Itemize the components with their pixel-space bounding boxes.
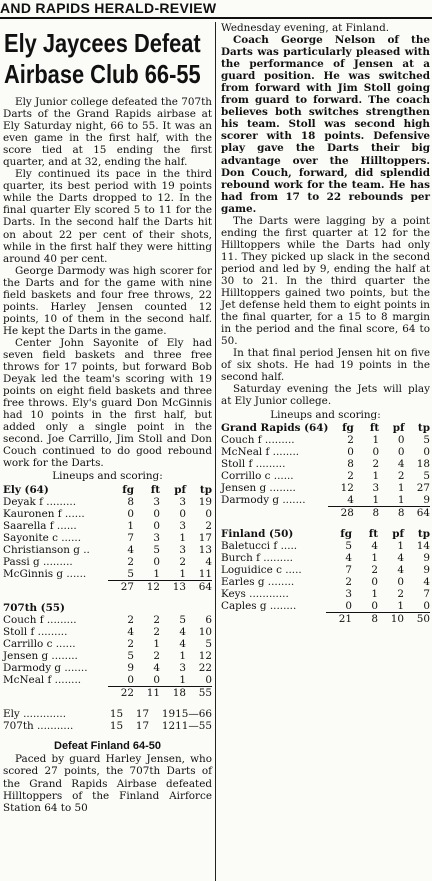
- lineups-heading: Lineups and scoring:: [270, 408, 381, 421]
- stat-ft: 1: [153, 638, 160, 651]
- stat-ft: 4: [371, 539, 378, 552]
- stat-q2: 17: [135, 708, 150, 721]
- stat-pf: 2: [397, 469, 405, 482]
- player-name: Corrillo c ......: [221, 469, 294, 482]
- gr-rows: [221, 434, 430, 507]
- stat-q1: 15: [109, 720, 124, 733]
- stat-pf: 2: [397, 588, 404, 601]
- table-row: [3, 614, 212, 626]
- stat-fg: 1: [127, 519, 134, 532]
- headline-line-2: Airbase Club 66-55: [4, 59, 201, 89]
- stat-fg: 7: [345, 564, 352, 577]
- team-name: Grand Rapids (64): [221, 421, 329, 434]
- stat-pf: 1: [179, 674, 186, 687]
- ely-totals: [3, 580, 212, 593]
- player-name: McNeal f ........: [221, 445, 300, 458]
- stat-fg: 4: [127, 543, 134, 556]
- stat-ft: 1: [372, 469, 380, 482]
- player-name: McNeal f ........: [3, 674, 82, 687]
- stat-q1: 15: [109, 708, 124, 721]
- stat-tp: 12: [198, 650, 212, 663]
- total-tp: 50: [404, 613, 430, 626]
- stat-fg: 8: [127, 495, 134, 508]
- stat-fg: 4: [345, 552, 352, 565]
- stat-fg: 2: [127, 613, 134, 626]
- stat-ft: 1: [372, 493, 380, 506]
- darts-rows: [3, 614, 212, 687]
- stat-ft: 1: [153, 567, 160, 580]
- stat-fg: 2: [345, 576, 352, 589]
- total-fg: 28: [328, 506, 353, 519]
- table-row: [221, 552, 430, 564]
- stat-ft: 2: [371, 564, 378, 577]
- table-row: [3, 708, 212, 720]
- col-header: tp: [417, 527, 430, 540]
- stat-fg: 9: [127, 662, 134, 675]
- quarter-scores: [3, 708, 212, 732]
- table-row: [3, 508, 212, 520]
- table-row: [221, 458, 430, 470]
- table-row: [3, 650, 212, 662]
- stat-pf: 4: [179, 626, 186, 639]
- table-row: [3, 674, 212, 687]
- stat-ft: 2: [153, 626, 160, 639]
- masthead: AND RAPIDS HERALD-REVIEW: [0, 0, 217, 16]
- col-header: tp: [417, 421, 430, 434]
- stat-pf: 4: [179, 638, 186, 651]
- stat-pf: 1: [179, 531, 186, 544]
- stat-fg: 2: [347, 433, 354, 446]
- quarter-rows: [3, 708, 212, 732]
- table-row: [221, 470, 430, 482]
- ely-box-score: [3, 484, 212, 593]
- article-paragraph: Ely continued its pace in the third quarter, its best period with 19 points while the Darts dropped to 12. In the final quarter Ely scored 5 to 11 for the Darts. In the second half the Darts hit on about 22 per cent of their shots, while in the first half they were hitting around 40 per cent.: [3, 168, 212, 265]
- grand-rapids-box-score: [221, 422, 430, 519]
- stat-fg: 2: [127, 638, 134, 651]
- stat-fg: 2: [347, 469, 354, 482]
- table-row: [221, 588, 430, 600]
- table-row: [221, 576, 430, 588]
- stat-tp: 0: [423, 445, 430, 458]
- left-column: [3, 22, 212, 814]
- stat-tp: 0: [205, 674, 212, 687]
- stat-tp: 4: [205, 555, 212, 568]
- table-row: [3, 544, 212, 556]
- player-name: Couch f .........: [3, 613, 77, 626]
- stat-pf: 0: [397, 433, 405, 446]
- article-paragraph: Paced by guard Harley Jensen, who scored 27 points, the 707th Darts of the Grand Rapids Airbase defeated Hilltoppers of the Finland Airforce Station 64 to 50: [3, 753, 212, 814]
- masthead-rule: [0, 17, 432, 19]
- total-fg: 27: [108, 580, 134, 593]
- stat-ft: 4: [153, 662, 160, 675]
- stat-pf: 3: [179, 495, 186, 508]
- finland-box-score: [221, 528, 430, 625]
- total-ft: 8: [352, 613, 378, 626]
- player-name: Earles g ........: [221, 576, 295, 589]
- player-name: Loguidice c .....: [221, 564, 302, 577]
- stat-fg: 0: [127, 507, 134, 520]
- stat-ft: 0: [371, 576, 378, 589]
- stat-tp: 10: [198, 626, 212, 639]
- total-fg: 21: [326, 613, 352, 626]
- total-pf: 18: [160, 687, 186, 700]
- article-paragraph: Wednesday evening, at Finland.: [221, 22, 390, 34]
- stat-tp: 5: [205, 638, 212, 651]
- table-row: [3, 638, 212, 650]
- table-row: [3, 662, 212, 674]
- col-header: pf: [392, 421, 405, 434]
- player-name: Couch f .........: [221, 433, 295, 446]
- stat-tp: 6: [205, 613, 212, 626]
- stat-tp: 0: [423, 600, 430, 613]
- lineups-heading: Lineups and scoring:: [52, 470, 163, 483]
- fin-rows: [221, 540, 430, 613]
- player-name: Jensen g ........: [221, 481, 296, 494]
- article-paragraph: Center John Sayonite of Ely had seven field baskets and three free throws for 17 points, but forward Bob Deyak led the team's scoring with 19 points on eight field baskets and three free throws. Ely's guard Don McGinnis had 10 points in the first half, but added only a single point in the second. Joe Carrillo, Jim Stoll and Don Couch continued to do good rebound work for the Darts.: [3, 336, 212, 470]
- col-header: fg: [342, 421, 354, 434]
- total-tp: 55: [186, 687, 212, 700]
- stat-pf: 0: [397, 445, 405, 458]
- stat-fg: 5: [127, 567, 134, 580]
- stat-tp: 19: [198, 495, 212, 508]
- stat-ft: 1: [371, 588, 378, 601]
- stat-q2: 17: [135, 720, 150, 733]
- stat-pf: 3: [179, 662, 186, 675]
- stat-pf: 2: [179, 555, 186, 568]
- total-ft: 12: [134, 580, 160, 593]
- stat-q3: 19: [161, 708, 176, 721]
- table-row: [221, 564, 430, 576]
- stat-pf: 3: [179, 543, 186, 556]
- total-pf: 13: [160, 580, 186, 593]
- player-name: Ely .............: [3, 708, 67, 721]
- stat-pf: 4: [397, 457, 405, 470]
- col-header: fg: [122, 483, 134, 496]
- col-header: tp: [199, 483, 212, 496]
- darts-totals: [3, 687, 212, 700]
- stat-q3: 12: [161, 720, 176, 733]
- stat-ft: 0: [153, 507, 160, 520]
- player-name: Sayonite c ......: [3, 531, 82, 544]
- stat-pf: 1: [397, 539, 404, 552]
- stat-tp: 5: [423, 433, 430, 446]
- player-name: Kauronen f ......: [3, 507, 85, 520]
- article-paragraph: In that final period Jensen hit on five of six shots. He had 19 points in the second half.: [221, 347, 430, 384]
- headline: [4, 28, 212, 90]
- total-tp: 64: [186, 580, 212, 593]
- player-name: Baletucci f .....: [221, 539, 298, 552]
- stat-fg: 3: [345, 588, 352, 601]
- column-rule: [215, 22, 216, 881]
- team-name: Ely (64): [3, 483, 49, 496]
- stat-ft: 3: [153, 531, 160, 544]
- table-row: [3, 568, 212, 581]
- stat-tp: 14: [416, 539, 430, 552]
- stat-tp: 9: [423, 564, 430, 577]
- player-name: Jensen g ........: [3, 650, 78, 663]
- total-ft: 11: [134, 687, 160, 700]
- col-header: ft: [150, 483, 160, 496]
- table-row: [3, 556, 212, 568]
- player-name: Saarella f ......: [3, 519, 77, 532]
- player-name: Passi g .........: [3, 555, 73, 568]
- article-paragraph-bold: Coach George Nelson of the Darts was particularly pleased with the performance of Jensen at a guard position. He was switched from forward with Jim Stoll going from guard to forward. The coach believes both switches strengthen his team. Stoll was second high scorer with 18 points. Defensive play gave the Darts their big advantage over the Hilltoppers. Don Couch, forward, did splendid rebound work for the team. He has had from 17 to 22 rebounds per game.: [221, 34, 430, 215]
- stat-tp: 22: [198, 662, 212, 675]
- stat-fg: 0: [127, 674, 134, 687]
- player-name: Stoll f .........: [3, 626, 68, 639]
- team-name: Finland (50): [221, 527, 294, 540]
- stat-tp: 27: [416, 481, 430, 494]
- stat-ft: 0: [153, 519, 160, 532]
- player-name: Deyak f .........: [3, 495, 77, 508]
- stat-pf: 0: [397, 576, 404, 589]
- total-tp: 64: [405, 506, 430, 519]
- right-column: [221, 22, 430, 625]
- player-name: Christianson g ..: [3, 543, 90, 556]
- table-row: [3, 496, 212, 508]
- player-name: Keys ............: [221, 588, 289, 601]
- col-header: pf: [174, 483, 186, 496]
- fin-totals: [221, 613, 430, 626]
- stat-fg: 4: [347, 493, 354, 506]
- stat-tp: 0: [205, 507, 212, 520]
- col-header: fg: [340, 527, 352, 540]
- table-row: [3, 626, 212, 638]
- stat-ft: 1: [371, 552, 378, 565]
- stat-tp: 9: [423, 552, 430, 565]
- player-name: 707th ...........: [3, 720, 74, 733]
- stat-fg: 0: [347, 445, 354, 458]
- stat-fg: 5: [127, 650, 134, 663]
- stat-ft: 1: [372, 433, 380, 446]
- stat-tp: 9: [423, 493, 430, 506]
- ely-rows: [3, 496, 212, 581]
- stat-tp: 17: [198, 531, 212, 544]
- stat-ft: 2: [153, 650, 160, 663]
- gr-totals: [221, 506, 430, 519]
- article-paragraph: Ely Junior college defeated the 707th Darts of the Grand Rapids airbase at Ely Saturday night, 66 to 55. It was an even game in the first half, with the score tied at 15 ending the first quarter, and at 32, ending the half.: [3, 96, 212, 169]
- stat-ft: 2: [372, 457, 380, 470]
- total-ft: 8: [354, 506, 379, 519]
- stat-pf: 0: [179, 507, 186, 520]
- stat-tp: 4: [423, 576, 430, 589]
- stat-ft: 0: [153, 674, 160, 687]
- stat-pf: 3: [179, 519, 186, 532]
- stat-ft: 5: [153, 543, 160, 556]
- stat-q4: 11—55: [175, 720, 212, 733]
- total-pf: 8: [379, 506, 404, 519]
- stat-tp: 18: [416, 457, 430, 470]
- total-pf: 10: [378, 613, 404, 626]
- col-header: ft: [369, 421, 380, 434]
- player-name: Darmody g .......: [3, 662, 88, 675]
- player-name: Caples g ........: [221, 600, 297, 613]
- darts-box-score: [3, 602, 212, 699]
- article-paragraph: Saturday evening the Jets will play at Ely Junior college.: [221, 383, 430, 408]
- stat-ft: 0: [153, 555, 160, 568]
- sub-headline: Defeat Finland 64-50: [54, 740, 161, 753]
- player-name: Darmody g .......: [221, 494, 306, 507]
- total-fg: 22: [108, 687, 134, 700]
- stat-fg: 8: [347, 457, 354, 470]
- table-row: [221, 446, 430, 458]
- stat-fg: 0: [345, 600, 352, 613]
- stat-tp: 2: [205, 519, 212, 532]
- player-name: Burch f .........: [221, 552, 293, 565]
- table-row: [221, 540, 430, 552]
- player-name: Stoll f .........: [221, 457, 286, 470]
- team-name: 707th (55): [3, 601, 65, 614]
- table-row: [3, 520, 212, 532]
- table-row: [221, 482, 430, 494]
- table-row: [3, 532, 212, 544]
- stat-tp: 11: [198, 567, 212, 580]
- table-row: [221, 494, 430, 507]
- stat-ft: 0: [371, 600, 378, 613]
- col-header: ft: [368, 527, 378, 540]
- stat-q4: 15—66: [175, 708, 212, 721]
- stat-fg: 12: [340, 481, 354, 494]
- stat-fg: 5: [345, 539, 352, 552]
- stat-pf: 1: [397, 600, 404, 613]
- player-name: Carrillo c ......: [3, 638, 76, 651]
- article-paragraph: George Darmody was high scorer for the Darts and for the game with nine field baskets and four free throws, 22 points. Harley Jensen counted 12 points, 10 of them in the second half. He kept the Darts in the game.: [3, 264, 212, 337]
- stat-tp: 5: [423, 469, 430, 482]
- table-row: [221, 434, 430, 446]
- table-row: [3, 720, 212, 732]
- stat-tp: 13: [198, 543, 212, 556]
- stat-pf: 1: [397, 481, 405, 494]
- table-row: [221, 600, 430, 613]
- stat-tp: 7: [423, 588, 430, 601]
- stat-pf: 4: [397, 552, 404, 565]
- stat-ft: 3: [153, 495, 160, 508]
- stat-ft: 3: [372, 481, 380, 494]
- col-header: pf: [392, 527, 404, 540]
- stat-pf: 1: [397, 493, 405, 506]
- stat-fg: 4: [127, 626, 134, 639]
- stat-pf: 5: [179, 613, 186, 626]
- player-name: McGinnis g ......: [3, 568, 87, 581]
- article-paragraph: The Darts were lagging by a point ending the first quarter at 12 for the Hilltoppers while the Darts had only 11. They picked up slack in the second period and led by 9, ending the half at 30 to 21. In the third quarter the Hilltoppers gained two points, but the Jet defense held them to eight points in the final quarter, for a 15 to 8 margin in the period and the final score, 64 to 50.: [221, 214, 430, 348]
- stat-fg: 7: [127, 531, 134, 544]
- stat-pf: 1: [179, 567, 186, 580]
- stat-pf: 1: [179, 650, 186, 663]
- stat-ft: 0: [372, 445, 380, 458]
- stat-fg: 2: [127, 555, 134, 568]
- stat-pf: 4: [397, 564, 404, 577]
- headline-line-1: Ely Jaycees Defeat: [4, 28, 201, 58]
- stat-ft: 2: [153, 613, 160, 626]
